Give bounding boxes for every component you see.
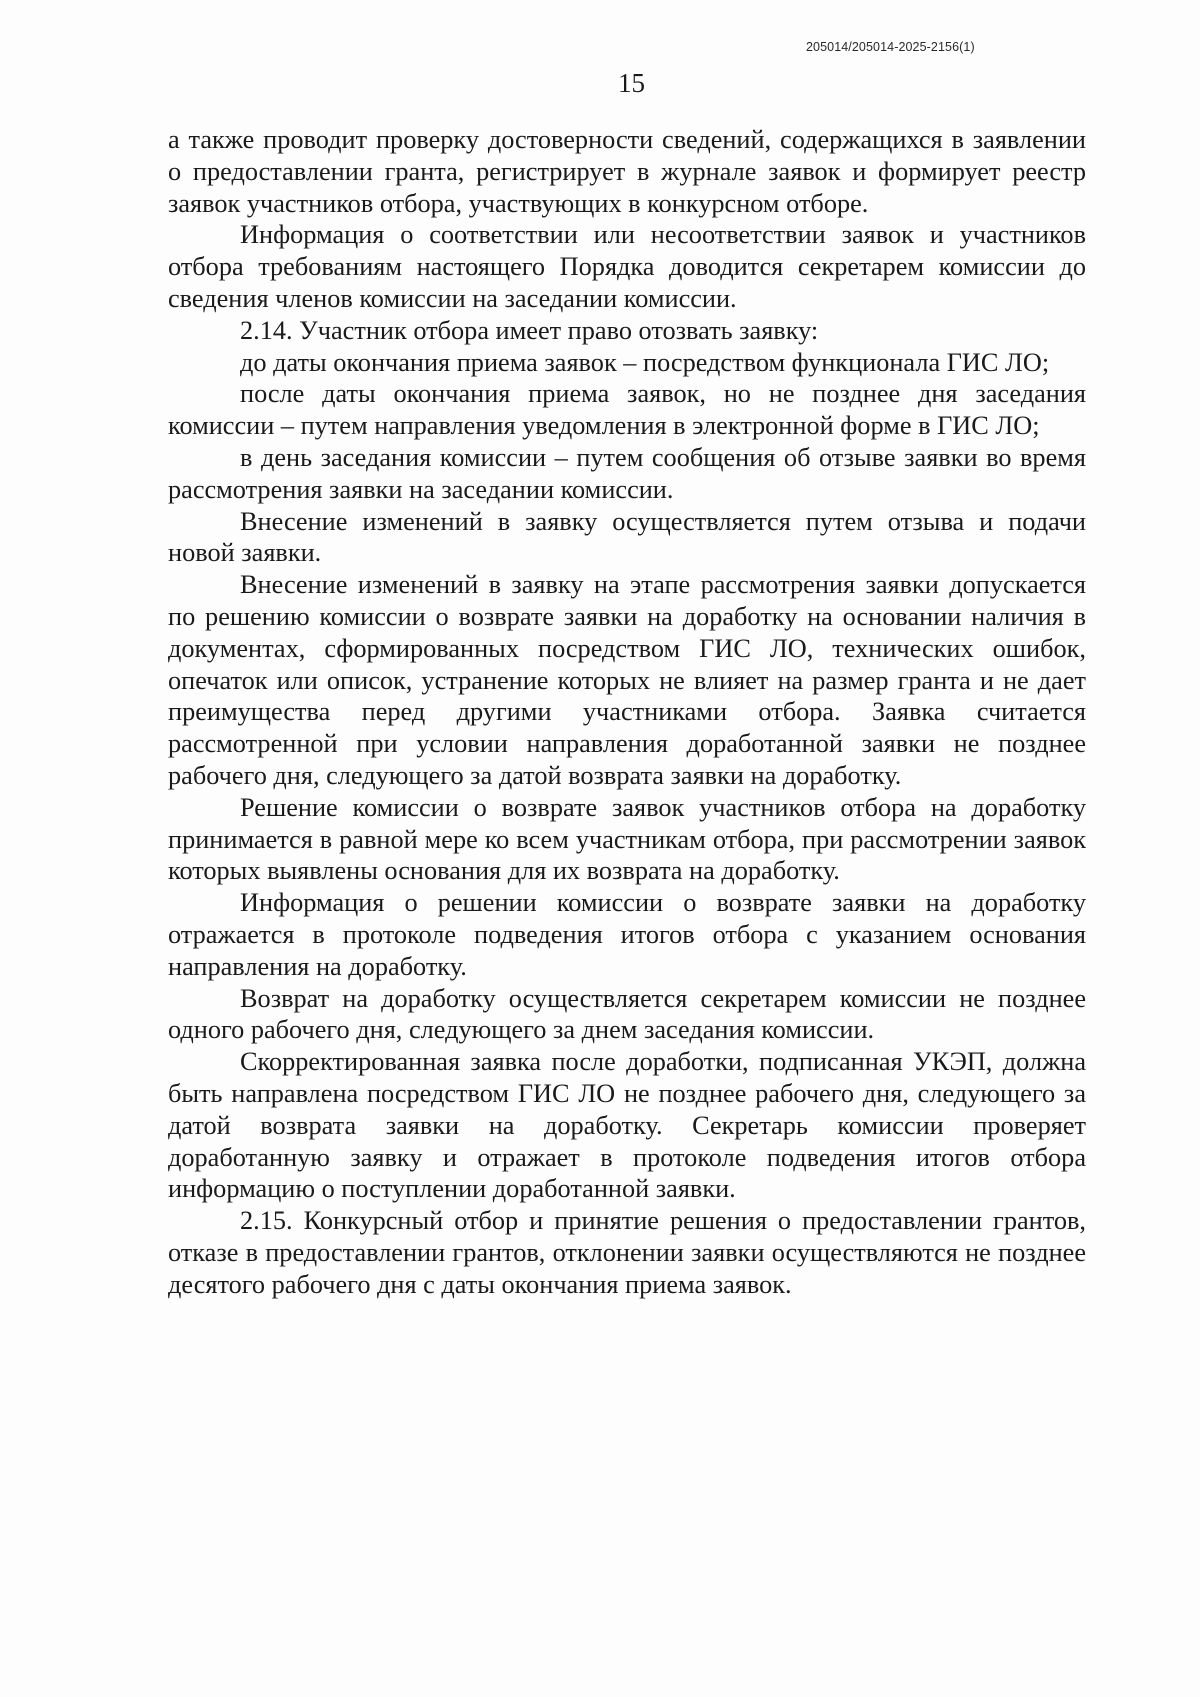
paragraph: а также проводит проверку достоверности сведений, содержащихся в заявлении о предоставлении гранта, регистрирует в журнале заявок и формирует реестр заявок участников отбора, участвующих в конкурсном отборе. — [168, 125, 1086, 218]
paragraph: Возврат на доработку осуществляется секретарем комиссии не позднее одного рабочего дня, следующего за днем заседания комиссии. — [168, 983, 1086, 1045]
paragraph: Решение комиссии о возврате заявок участников отбора на доработку принимается в равной мере ко всем участникам отбора, при рассмотрении заявок которых выявлены основания для их возврата на доработку. — [168, 792, 1086, 886]
paragraph: после даты окончания приема заявок, но не позднее дня заседания комиссии – путем направления уведомления в электронной форме в ГИС ЛО; — [168, 379, 1086, 441]
paragraph: в день заседания комиссии – путем сообщения об отзыве заявки во время рассмотрения заявки на заседании комиссии. — [168, 442, 1086, 504]
paragraph: Информация о соответствии или несоответствии заявок и участников отбора требованиям настоящего Порядка доводится секретарем комиссии до сведения членов комиссии на заседании комиссии. — [168, 220, 1086, 313]
page-number: 15 — [618, 68, 645, 98]
document-body — [168, 124, 1086, 1300]
paragraph-section-2-14: 2.14. Участник отбора имеет право отозвать заявку: — [240, 315, 819, 345]
paragraph: Внесение изменений в заявку на этапе рассмотрения заявки допускается по решению комиссии о возврате заявки на доработку на основании наличия в документах, сформированных посредством ГИС ЛО, технических ошибок, опечаток или описок, устранение которых не влияет на размер гранта и не дает преимущества перед другими участниками отбора. Заявка считается рассмотренной при условии направления доработанной заявки не позднее рабочего дня, следующего за датой возврата заявки на доработку. — [168, 570, 1086, 790]
document-id: 205014/205014-2025-2156(1) — [806, 40, 975, 54]
paragraph: Скорректированная заявка после доработки, подписанная УКЭП, должна быть направлена посредством ГИС ЛО не позднее рабочего дня, следующего за датой возврата заявки на доработку. Секретарь комиссии проверяет доработанную заявку и отражает в протоколе подведения итогов отбора информацию о поступлении доработанной заявки. — [168, 1047, 1086, 1204]
paragraph-section-2-15: 2.15. Конкурсный отбор и принятие решения о предоставлении грантов, отказе в предоставлении грантов, отклонении заявки осуществляются не позднее десятого рабочего дня с даты окончания приема заявок. — [168, 1206, 1086, 1299]
paragraph: до даты окончания приема заявок – посредством функционала ГИС ЛО; — [240, 347, 1050, 377]
paragraph: Информация о решении комиссии о возврате заявки на доработку отражается в протоколе подведения итогов отбора с указанием основания направления на доработку. — [168, 888, 1086, 981]
paragraph: Внесение изменений в заявку осуществляется путем отзыва и подачи новой заявки. — [168, 506, 1086, 568]
